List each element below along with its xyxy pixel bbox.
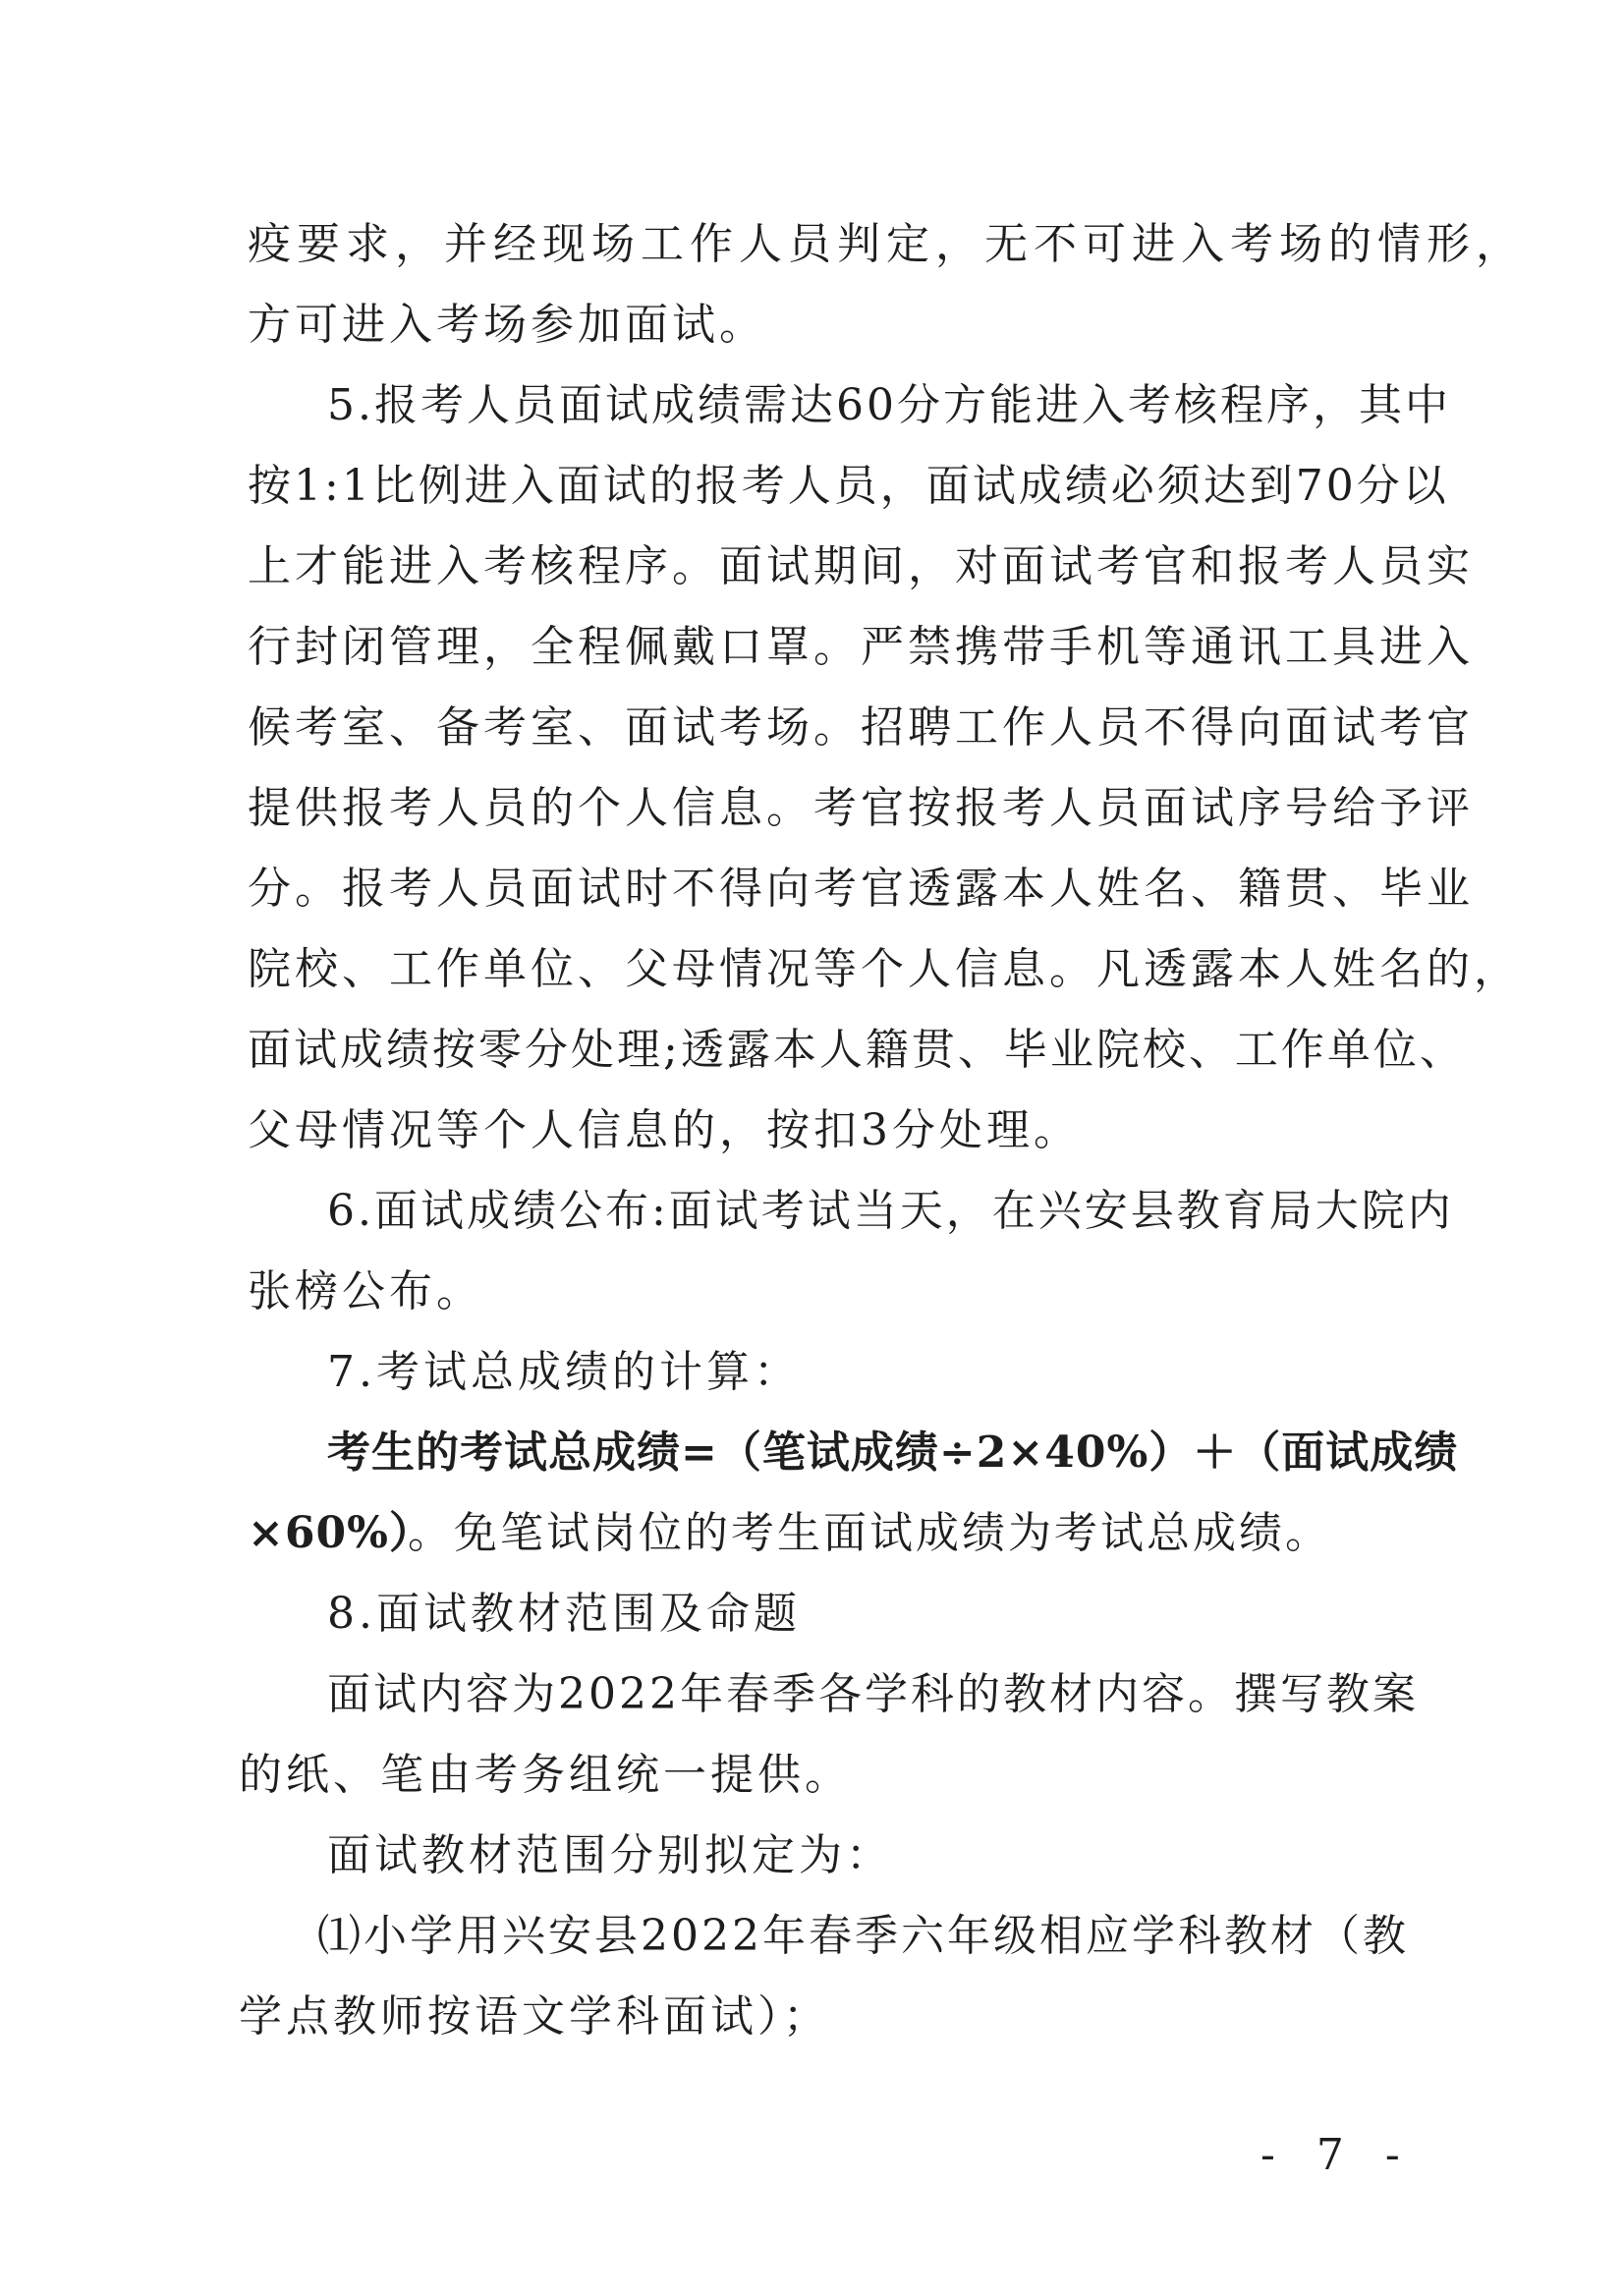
text-line: 院校、工作单位、父母情况等个人信息。凡透露本人姓名的， [248,944,1521,994]
text-line: 面试内容为2022年春季各学科的教材内容。撰写教案 [327,1669,1419,1719]
heading-7: 7.考试总成绩的计算： [327,1347,801,1397]
heading-8: 8.面试教材范围及命题 [327,1589,801,1639]
text-line: 按1:1比例进入面试的报考人员，面试成绩必须达到70分以 [248,461,1449,511]
list-item-1: ⑴小学用兴安县2022年春季六年级相应学科教材（教 [317,1911,1409,1961]
text-line: 面试成绩按零分处理;透露本人籍贯、毕业院校、工作单位、 [248,1025,1466,1075]
text-line: 。免笔试岗位的考生面试成绩为考试总成绩。 [408,1508,1331,1558]
text-line: 疫要求，并经现场工作人员判定，无不可进入考场的情形， [248,219,1525,269]
text-line: 提供报考人员的个人信息。考官按报考人员面试序号给予评 [248,783,1474,833]
paragraph-5-start: 5.报考人员面试成绩需达60分方能进入考核程序，其中 [327,380,1451,430]
formula-line-end: ×60%） [248,1508,433,1558]
paragraph-6-start: 6.面试成绩公布:面试考试当天，在兴安县教育局大院内 [327,1186,1454,1236]
text-line: 上才能进入考核程序。面试期间，对面试考官和报考人员实 [248,541,1474,591]
text-line: 分。报考人员面试时不得向考官透露本人姓名、籍贯、毕业 [248,864,1474,914]
text-line: 学点教师按语文学科面试）； [239,1991,830,2042]
text-line: 父母情况等个人信息的，按扣3分处理。 [248,1105,1081,1155]
text-line: 候考室、备考室、面试考场。招聘工作人员不得向面试考官 [248,702,1474,753]
text-line: 面试教材范围分别拟定为： [327,1830,893,1880]
text-line: 张榜公布。 [248,1266,483,1316]
text-line: 的纸、笔由考务组统一提供。 [239,1750,852,1800]
text-line: 方可进入考场参加面试。 [248,300,766,350]
formula-line: 考生的考试总成绩=（笔试成绩÷2×40%）＋（面试成绩 [327,1427,1459,1478]
text-line: 行封闭管理，全程佩戴口罩。严禁携带手机等通讯工具进入 [248,622,1474,672]
page-number: - 7 - [1260,2130,1414,2180]
